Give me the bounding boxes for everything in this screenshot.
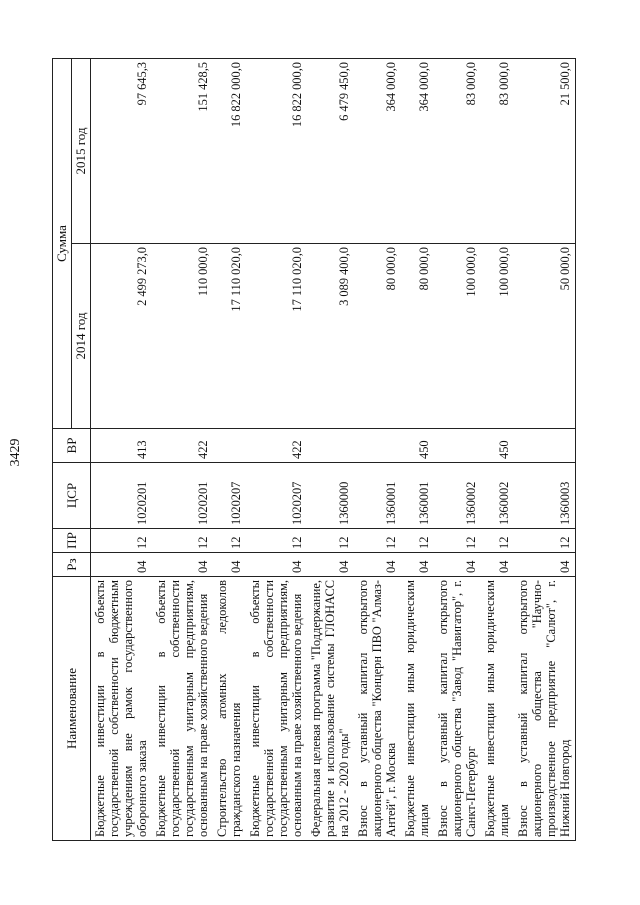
row-pr: 12 (213, 529, 246, 553)
row-pr: 12 (481, 529, 514, 553)
row-vr: 422 (246, 429, 307, 463)
row-pr: 12 (152, 529, 213, 553)
row-vr: 450 (481, 429, 514, 463)
row-name: Взнос в уставный капитал открытого акционерного общества "Завод "Навигатор", г. Санкт-Петербург (434, 577, 481, 841)
row-vr (514, 429, 576, 463)
row-pr: 12 (307, 529, 354, 553)
row-csr: 1020201 (152, 463, 213, 529)
header-name: Наименование (53, 577, 91, 841)
row-pr: 12 (246, 529, 307, 553)
row-sum-2014: 17 110 020,0 (213, 244, 246, 429)
row-csr: 1360003 (514, 463, 576, 529)
page-number: 3429 (8, 438, 23, 467)
row-vr (307, 429, 354, 463)
row-pr: 12 (514, 529, 576, 553)
row-csr: 1360002 (481, 463, 514, 529)
row-csr: 1360002 (434, 463, 481, 529)
row-rz: 04 (246, 553, 307, 577)
header-csr: ЦСР (53, 463, 91, 529)
table-row (91, 59, 153, 841)
row-rz: 04 (354, 553, 401, 577)
table-row (434, 59, 481, 841)
row-sum-2014: 2 499 273,0 (91, 244, 153, 429)
row-sum-2015: 97 645,3 (91, 59, 153, 244)
row-csr: 1360001 (354, 463, 401, 529)
row-rz: 04 (481, 553, 514, 577)
row-rz: 04 (152, 553, 213, 577)
row-sum-2014: 50 000,0 (514, 244, 576, 429)
table-row (213, 59, 246, 841)
row-sum-2015: 83 000,0 (481, 59, 514, 244)
row-sum-2014: 110 000,0 (152, 244, 213, 429)
row-vr (213, 429, 246, 463)
row-name: Бюджетные инвестиции иным юридическим лицам (401, 577, 434, 841)
row-sum-2014: 80 000,0 (354, 244, 401, 429)
row-name: Взнос в уставный капитал открытого акционерного общества "Концерн ПВО "Алмаз-Антей", г. Москва (354, 577, 401, 841)
row-rz: 04 (213, 553, 246, 577)
row-csr: 1360001 (401, 463, 434, 529)
row-name: Бюджетные инвестиции в объекты государственной собственности бюджетным учреждениям вне рамок государственного оборонного заказа (91, 577, 153, 841)
header-sum: Сумма (53, 59, 72, 429)
row-sum-2014: 100 000,0 (481, 244, 514, 429)
row-sum-2015: 16 822 000,0 (213, 59, 246, 244)
row-sum-2015: 151 428,5 (152, 59, 213, 244)
row-sum-2014: 80 000,0 (401, 244, 434, 429)
budget-table (52, 58, 576, 841)
table-row (152, 59, 213, 841)
row-sum-2015: 21 500,0 (514, 59, 576, 244)
table-row (354, 59, 401, 841)
row-vr: 422 (152, 429, 213, 463)
header-year-2014: 2014 год (72, 244, 91, 429)
row-vr: 413 (91, 429, 153, 463)
row-pr: 12 (91, 529, 153, 553)
row-rz: 04 (514, 553, 576, 577)
row-rz: 04 (401, 553, 434, 577)
header-rz: Рз (53, 553, 91, 577)
header-year-2015: 2015 год (72, 59, 91, 244)
row-sum-2015: 364 000,0 (401, 59, 434, 244)
table-row (514, 59, 576, 841)
table-row (307, 59, 354, 841)
row-csr: 1020207 (213, 463, 246, 529)
row-pr: 12 (354, 529, 401, 553)
row-vr (434, 429, 481, 463)
row-csr: 1020207 (246, 463, 307, 529)
row-sum-2014: 17 110 020,0 (246, 244, 307, 429)
row-pr: 12 (401, 529, 434, 553)
table-row (401, 59, 434, 841)
row-rz: 04 (434, 553, 481, 577)
row-csr: 1020201 (91, 463, 153, 529)
row-sum-2015: 83 000,0 (434, 59, 481, 244)
row-sum-2015: 364 000,0 (354, 59, 401, 244)
table-row (246, 59, 307, 841)
row-sum-2015: 6 479 450,0 (307, 59, 354, 244)
row-name: Бюджетные инвестиции в объекты государственной собственности государственным унитарным предприятиям, основанным на праве хозяйственного ведения (246, 577, 307, 841)
row-rz: 04 (307, 553, 354, 577)
table-body (91, 59, 576, 841)
row-csr: 1360000 (307, 463, 354, 529)
row-sum-2014: 3 089 400,0 (307, 244, 354, 429)
row-sum-2015: 16 822 000,0 (246, 59, 307, 244)
row-name: Федеральная целевая программа "Поддержание, развитие и использование системы ГЛОНАСС на 2012 - 2020 годы" (307, 577, 354, 841)
header-pr: ПР (53, 529, 91, 553)
row-name: Строительство атомных ледоколов гражданского назначения (213, 577, 246, 841)
row-name: Бюджетные инвестиции в объекты государственной собственности государственным унитарным предприятиям, основанным на праве хозяйственного ведения (152, 577, 213, 841)
row-name: Взнос в уставный капитал открытого акционерного общества "Научно-производственное предприятие "Салют", г. Нижний Новгород (514, 577, 576, 841)
row-pr: 12 (434, 529, 481, 553)
header-vr: ВР (53, 429, 91, 463)
row-vr: 450 (401, 429, 434, 463)
table-row (481, 59, 514, 841)
row-rz: 04 (91, 553, 153, 577)
row-vr (354, 429, 401, 463)
row-sum-2014: 100 000,0 (434, 244, 481, 429)
row-name: Бюджетные инвестиции иным юридическим лицам (481, 577, 514, 841)
